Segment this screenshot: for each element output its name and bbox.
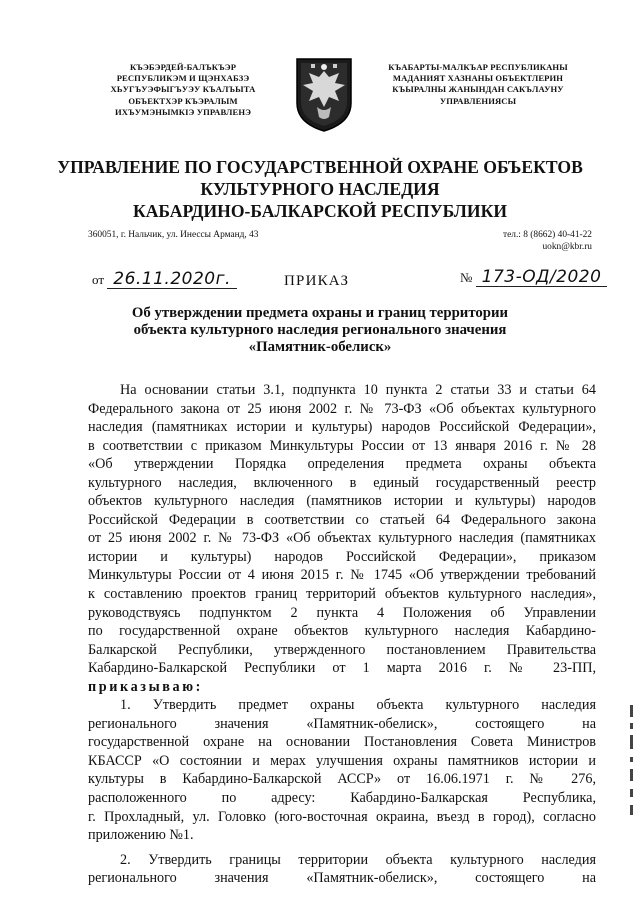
body-line: г. Прохладный, ул. Головко (юго-восточная окраина, въезд в город), согласно: [88, 808, 596, 825]
phone: тел.: 8 (8662) 40-41-22: [503, 230, 592, 240]
body-line: Российской Федерации в соответствии со статьей 64 Федерального закона: [88, 511, 596, 528]
body-line: к составлению проектов границ территорий объектов культурного наследия»,: [88, 586, 596, 603]
subject-line: «Памятник-обелиск»: [248, 339, 392, 355]
header-left-line: КЪЭБЭРДЕЙ-БАЛЪКЪЭР: [129, 62, 237, 72]
body-line: регионального значения «Памятник-обелиск», состоящего на: [88, 870, 596, 887]
organization-line: КАБАРДИНО-БАЛКАРСКОЙ РЕСПУБЛИКИ: [132, 201, 508, 221]
body-line: от 25 июня 2002 г. № 73-ФЗ «Об объектах культурного наследия (памятниках: [88, 530, 596, 547]
body-line: Федерального закона от 25 июня 2002 г. № 73-ФЗ «Об объектах культурного: [88, 400, 596, 417]
order-word-line: [88, 678, 596, 697]
order-title: ПРИКАЗ: [284, 273, 350, 289]
organization-line: КУЛЬТУРНОГО НАСЛЕДИЯ: [200, 179, 440, 199]
scan-edge-mark: [628, 705, 636, 825]
order-body: [88, 381, 596, 888]
header-left-line: ОБЪЕКТХЭР КЪЭРАЛЫМ: [128, 95, 238, 106]
body-line: Балкарской Республики, утвержденного постановлением Правительства: [88, 641, 596, 658]
subject-line: Об утверждении предмета охраны и границ территории: [131, 305, 509, 321]
body-line: в соответствии с приказом Минкультуры России от 13 января 2016 г. № 28: [88, 437, 596, 454]
organization-name: [40, 156, 600, 222]
body-line: руководствуясь подпунктом 2 пункта 4 Положения об Управлении: [88, 604, 596, 621]
body-line: «Об утверждении Порядка определения предмета охраны объекта: [88, 456, 596, 473]
email: uokn@kbr.ru: [542, 241, 592, 252]
header-right-line: КЪАБАРТЫ-МАЛКЪАР РЕСПУБЛИКАНЫ: [388, 62, 568, 72]
header-right-line: МАДАНИЯТ ХАЗНАНЫ ОБЪЕКТЛЕРИН: [392, 73, 564, 84]
body-line: КБАССР «О состоянии и мерах улучшения охраны памятников истории и: [88, 752, 596, 769]
header-left-line: РЕСПУБЛИКЭМ И ЩЭНХАБЗЭ: [116, 73, 250, 84]
body-line: культурного наследия, включенного в единый государственный реестр: [88, 474, 596, 491]
order-subject: [100, 305, 540, 356]
order-number-line: [460, 268, 607, 287]
header-right-line: КЪЫРАЛНЫ ЖАНЫНДАН САКЪЛАУНУ: [392, 84, 564, 95]
body-line: На основании статьи 3.1, подпункта 10 пункта 2 статьи 33 и статьи 64: [120, 382, 596, 398]
body-line: по государственной охране объектов культурного наследия Кабардино-: [88, 623, 596, 640]
order-number: 173-ОД/2020: [476, 268, 608, 287]
order-date-line: [92, 270, 237, 289]
body-line: приложению №1.: [88, 827, 194, 844]
postal-address: 360051, г. Нальчик, ул. Инессы Арманд, 43: [88, 230, 259, 240]
body-line: регионального значения «Памятник-обелиск», состоящего на: [88, 715, 596, 732]
body-line: 2. Утвердить границы территории объекта культурного наследия: [120, 851, 596, 868]
body-line: расположенного по адресу: Кабардино-Балкарская Республика,: [88, 790, 596, 807]
body-line: наследия (памятниках истории и культуры) народов Российской Федерации»,: [88, 419, 596, 436]
body-line: объектов культурного наследия (памятников истории и культуры) народов: [88, 493, 596, 510]
date-prefix: от: [92, 272, 105, 287]
contacts: [503, 230, 592, 253]
body-line: Кабардино-Балкарской Республики от 1 марта 2016 г. № 23-ПП,: [88, 660, 596, 677]
number-prefix: №: [460, 270, 473, 285]
coat-of-arms-emblem-icon: [293, 55, 355, 133]
header-left-line: ИХЪУМЭНЫМКIЭ УПРАВЛЕНЭ: [114, 106, 252, 117]
order-date: 26.11.2020г.: [107, 270, 237, 289]
header-left-kabardian: [88, 62, 278, 118]
header-left-line: ХЬУГЪУЭФЫГЪУЭУ КЪАЛЪЫТА: [110, 84, 256, 95]
body-line: истории и культуры) народов Российской Федерации», приказом: [88, 548, 596, 565]
body-line: культуры в Кабардино-Балкарской АССР» от 16.06.1971 г. № 276,: [88, 771, 596, 788]
order-word: приказываю:: [88, 678, 203, 695]
body-line: государственной охране на основании Постановления Совета Министров: [88, 734, 596, 751]
header-right-balkar: [378, 62, 578, 107]
subject-line: объекта культурного наследия регионального значения: [133, 322, 507, 338]
body-line: 1. Утвердить предмет охраны объекта культурного наследия: [120, 697, 596, 714]
organization-line: УПРАВЛЕНИЕ ПО ГОСУДАРСТВЕННОЙ ОХРАНЕ ОБЪЕКТОВ: [57, 157, 583, 177]
header-right-line: УПРАВЛЕНИЯСЫ: [439, 95, 517, 106]
body-line: Минкультуры России от 4 июня 2015 г. № 1745 «Об утверждении требований: [88, 567, 596, 584]
